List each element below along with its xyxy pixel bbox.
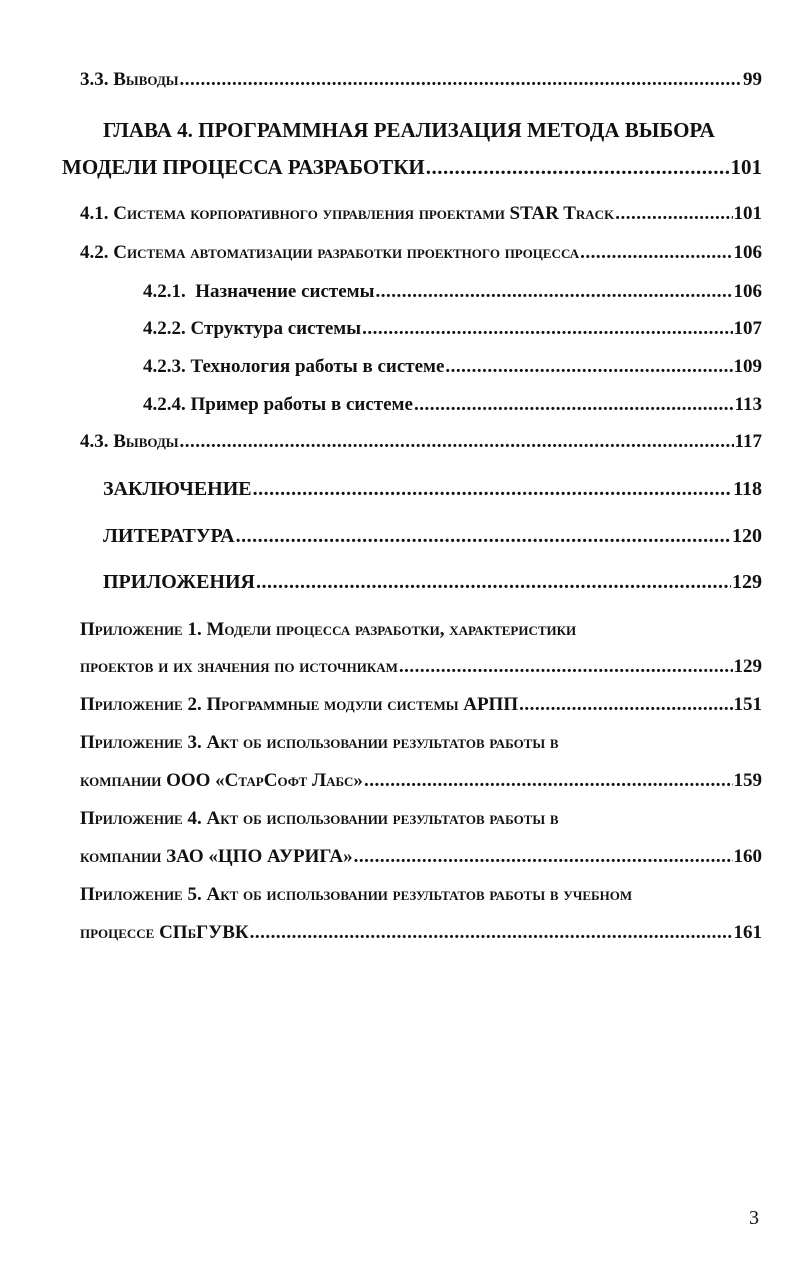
toc-entry-page: 113: [734, 394, 762, 415]
toc-leader-dots: [180, 432, 734, 451]
toc-entry-appendix-3: [80, 771, 762, 790]
toc-entry-appendix-2: [80, 695, 762, 714]
toc-entry-page: 129: [732, 571, 762, 593]
toc-entry-text: 4.2. Система автоматизации разработки проектного процесса: [80, 242, 580, 263]
toc-entry-text: 4.2.1. Назначение системы: [143, 281, 375, 302]
toc-entry-page: 106: [733, 242, 762, 263]
toc-entry-4-2-3: [143, 357, 762, 376]
toc-entry-4-2-4: [143, 395, 762, 414]
toc-entry-page: 101: [733, 203, 762, 224]
toc-appendix-5-line1: Приложение 5. Акт об использовании результатов работы в учебном: [80, 884, 633, 905]
toc-leader-dots: [375, 282, 732, 301]
toc-leader-dots: [519, 695, 732, 714]
page-number: 3: [749, 1207, 759, 1229]
toc-leader-dots: [253, 479, 732, 499]
toc-entry-conclusion: [103, 479, 762, 499]
toc-leader-dots: [580, 243, 732, 262]
toc-entry-text: 4.1. Система корпоративного управления проектами STAR Track: [80, 203, 615, 224]
toc-leader-dots: [354, 847, 733, 866]
toc-entry-text: компании ЗАО «ЦПО АУРИГА»: [80, 846, 353, 867]
toc-entry-text: ЗАКЛЮЧЕНИЕ: [103, 478, 252, 500]
toc-entry-page: 118: [733, 478, 762, 500]
toc-entry-appendix-5: [80, 923, 762, 942]
toc-entry-page: 160: [733, 846, 762, 867]
toc-leader-dots: [250, 923, 733, 942]
toc-entry-page: 107: [733, 318, 762, 339]
toc-entry-text: 4.2.4. Пример работы в системе: [143, 394, 413, 415]
toc-entry-text: 4.2.2. Структура системы: [143, 318, 362, 339]
toc-entry-page: 120: [732, 525, 762, 547]
toc-entry-page: 117: [734, 431, 762, 452]
toc-entry-page: 106: [733, 281, 762, 302]
toc-entry-appendix-4: [80, 847, 762, 866]
toc-entry-text: Приложение 2. Программные модули системы АРПП: [80, 694, 519, 715]
toc-entry-text: проектов и их значения по источникам: [80, 656, 398, 677]
toc-entry-3-3: [80, 70, 762, 89]
toc-entry-4-2-1: [143, 282, 762, 301]
toc-entry-page: 109: [733, 356, 762, 377]
toc-entry-text: компании ООО «СтарСофт Лабс»: [80, 770, 363, 791]
toc-leader-dots: [426, 157, 730, 178]
toc-chapter-4-title-line1: ГЛАВА 4. ПРОГРАММНАЯ РЕАЛИЗАЦИЯ МЕТОДА ВЫБОРА: [103, 118, 715, 142]
toc-entry-text: 4.2.3. Технология работы в системе: [143, 356, 445, 377]
toc-entry-text: процессе СПбГУВК: [80, 922, 249, 943]
toc-entry-page: 151: [733, 694, 762, 715]
toc-entry-page: 99: [743, 69, 762, 90]
toc-leader-dots: [414, 395, 734, 414]
toc-leader-dots: [615, 204, 732, 223]
toc-entry-text: МОДЕЛИ ПРОЦЕССА РАЗРАБОТКИ: [62, 155, 425, 179]
toc-leader-dots: [362, 319, 732, 338]
toc-leader-dots: [180, 70, 742, 89]
toc-appendix-4-line1: Приложение 4. Акт об использовании результатов работы в: [80, 808, 559, 829]
toc-appendix-3-line1: Приложение 3. Акт об использовании результатов работы в: [80, 732, 559, 753]
toc-leader-dots: [256, 572, 731, 592]
toc-entry-appendices: [103, 572, 762, 592]
toc-entry-page: 159: [733, 770, 762, 791]
toc-leader-dots: [364, 771, 733, 790]
toc-leader-dots: [236, 526, 731, 546]
toc-entry-4-2-2: [143, 319, 762, 338]
toc-entry-4-1: [80, 204, 762, 223]
toc-entry-text: 4.3. Выводы: [80, 431, 179, 452]
toc-leader-dots: [445, 357, 732, 376]
toc-entry-text: ПРИЛОЖЕНИЯ: [103, 571, 255, 593]
toc-entry-4-2: [80, 243, 762, 262]
toc-chapter-4: [62, 157, 762, 178]
toc-entry-page: 129: [733, 656, 762, 677]
toc-entry-4-3: [80, 432, 762, 451]
toc-entry-text: ЛИТЕРАТУРА: [103, 525, 235, 547]
toc-entry-page: 161: [733, 922, 762, 943]
toc-leader-dots: [399, 657, 733, 676]
toc-appendix-1-line1: Приложение 1. Модели процесса разработки, характеристики: [80, 619, 577, 640]
toc-entry-appendix-1: [80, 657, 762, 676]
toc-entry-text: 3.3. Выводы: [80, 69, 179, 90]
toc-entry-page: 101: [730, 155, 762, 179]
toc-entry-literature: [103, 526, 762, 546]
